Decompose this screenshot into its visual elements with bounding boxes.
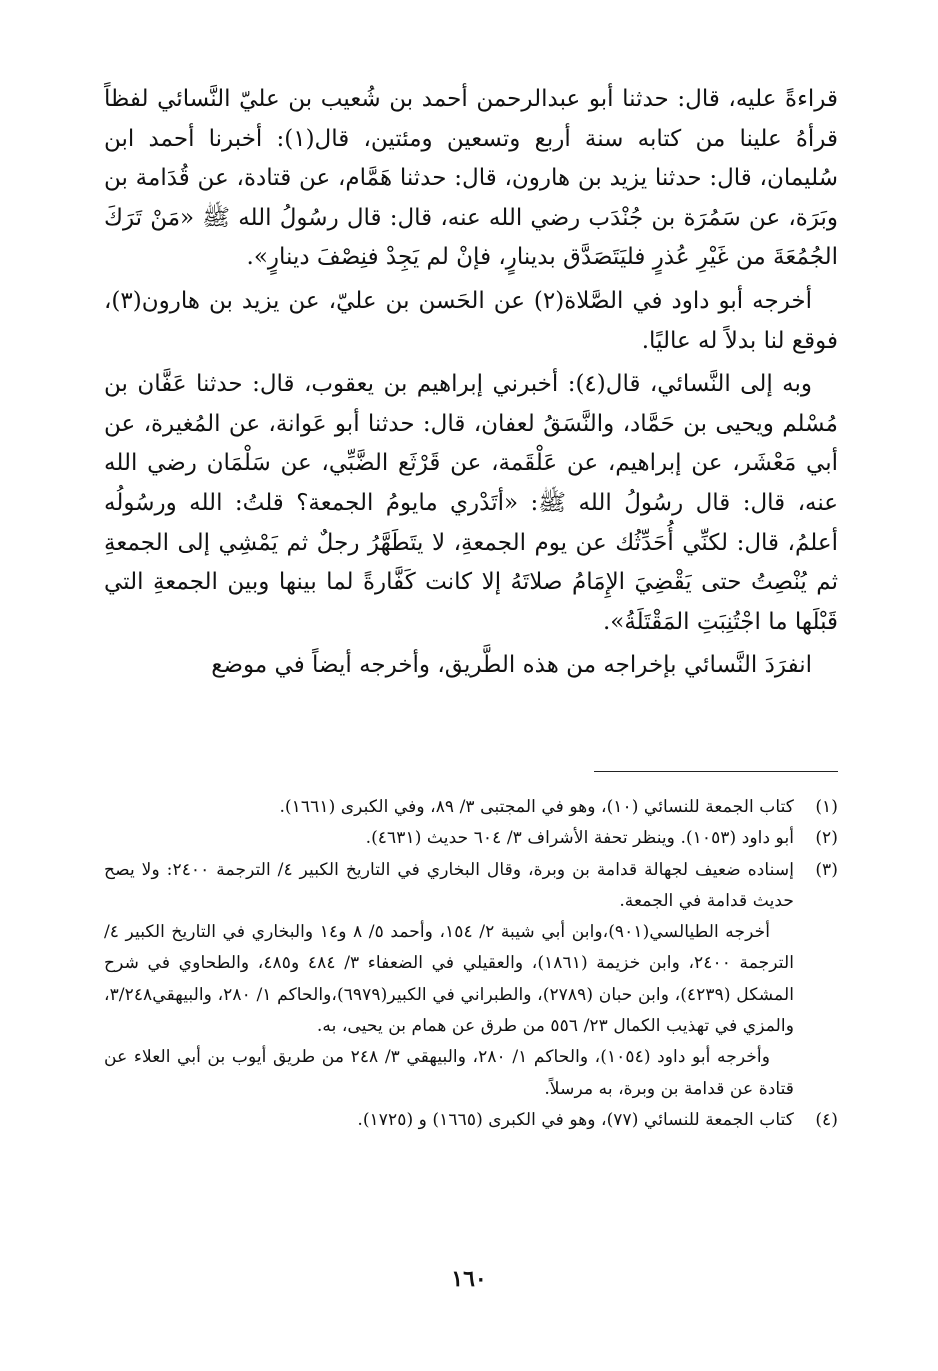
main-text (104, 80, 838, 686)
footnote-divider (594, 771, 838, 772)
footnote-text: أخرجه الطيالسي(٩٠١)،وابن أبي شيبة ٢/ ١٥٤، وأحمد ٥/ ٨ و١٤ والبخاري في التاريخ الكبير ٤/ الترجمة ٢٤٠٠، وابن خزيمة (١٨٦١)، والعقيلي في الضعفاء ٣/ ٤٨٤ و٤٨٥، والطحاوي في شرح المشكل (٤٢٣٩)، وابن حبان (٢٧٨٩)، والطبراني في الكبير(٦٩٧٩)،والحاكم ١/ ٢٨٠، والبيهقي٣/٢٤٨، والمزي في تهذيب الكمال ٢٣/ ٥٥٦ من طرق عن همام بن يحيى، به. (104, 922, 795, 1037)
paragraph-4: انفرَدَ النَّسائي بإخراجه من هذه الطَّريق، وأخرجه أيضاً في موضع (211, 652, 812, 679)
footnote-2 (104, 823, 838, 854)
page-number: ١٦٠ (451, 1266, 487, 1292)
paragraph-2: أخرجه أبو داود في الصَّلاة(٢) عن الحَسن بن عليّ، عن يزيد بن هارون(٣)، فوقع لنا بدلاً له عاليًا. (104, 287, 838, 354)
footnote-number: (١) (815, 797, 838, 817)
footnote-number: (٢) (815, 828, 838, 849)
footnote-text: كتاب الجمعة للنسائي (٧٧)، وهو في الكبرى (١٦٦٥) و (١٧٢٥). (357, 1109, 794, 1130)
footnote-number: (٤) (815, 1109, 838, 1130)
footnote-text: أبو داود (١٠٥٣). وينظر تحفة الأشراف ٣/ ٦٠٤ حديث (٤٦٣١). (365, 828, 794, 849)
paragraph-3: وبه إلى النَّسائي، قال(٤): أخبرني إبراهيم بن يعقوب، قال: حدثنا عَفَّان بن مُسْلم ويحيى بن حَمَّاد، والنَّسَقُ لعفان، قال: حدثنا أبو عَوانة، عن المُغيرة، عن أبي مَعْشَر، عن إبراهيم، عن عَلْقَمة، عن قَرْثَع الضَّبِّي، عن سَلْمَان رضي الله عنه، قال: قال رسُولُ الله ﷺ: «أتَدْري مايومُ الجمعة؟ قلتُ: الله ورسُولُه أعلمُ، قال: لكنِّي أُحَدِّثُك عن يوم الجمعةِ، لا يتَطَهَّرُ رجلٌ ثم يَمْشِي إلى الجمعةِ ثم يُنْصِتُ حتى يَقْضِيَ الإِمَامُ صلاتَهُ إلا كانت كَفَّارةً لما بينها وبين الجمعةِ التي قَبْلَها ما اجْتُنِبَتِ المَقْتَلَةُ». (104, 371, 838, 635)
footnote-3 (104, 855, 838, 1105)
footnote-text: إسناده ضعيف لجهالة قدامة بن وبرة، وقال البخاري في التاريخ الكبير ٤/ الترجمة ٢٤٠٠: ولا يصح حديث قدامة في الجمعة. (104, 859, 794, 911)
footnote-text: كتاب الجمعة للنسائي (١٠)، وهو في المجتبى ٣/ ٨٩، وفي الكبرى (١٦٦١). (279, 797, 794, 817)
paragraph-1: قراءةً عليه، قال: حدثنا أبو عبدالرحمن أحمد بن شُعيب بن عليّ النَّسائي لفظاً قرأهُ علينا من كتابه سنة أربع وتسعين ومئتين، قال(١): أخبرنا أحمد ابن سُليمان، قال: حدثنا يزيد بن هارون، قال: حدثنا هَمَّام، عن قتادة، عن قُدَامة بن وبَرَة، عن سَمُرَة بن جُنْدَب رضي الله عنه، قال: قال رسُولُ الله ﷺ «مَنْ تَرَكَ الجُمُعَةَ من غَيْرِ عُذرٍ فليَتَصَدَّق بدينارٍ، فإنْ لم يَجِدْ فنِصْفَ دينارٍ». (104, 86, 838, 271)
footnotes (104, 792, 838, 1136)
footnote-1 (104, 792, 838, 823)
footnote-4 (104, 1105, 838, 1136)
footnote-number: (٣) (815, 859, 838, 880)
footnote-text: وأخرجه أبو داود (١٠٥٤)، والحاكم ١/ ٢٨٠، والبيهقي ٣/ ٢٤٨ من طريق أيوب بن أبي العلاء عن قتادة عن قدامة بن وبرة، به مرسلاً. (104, 1047, 794, 1099)
